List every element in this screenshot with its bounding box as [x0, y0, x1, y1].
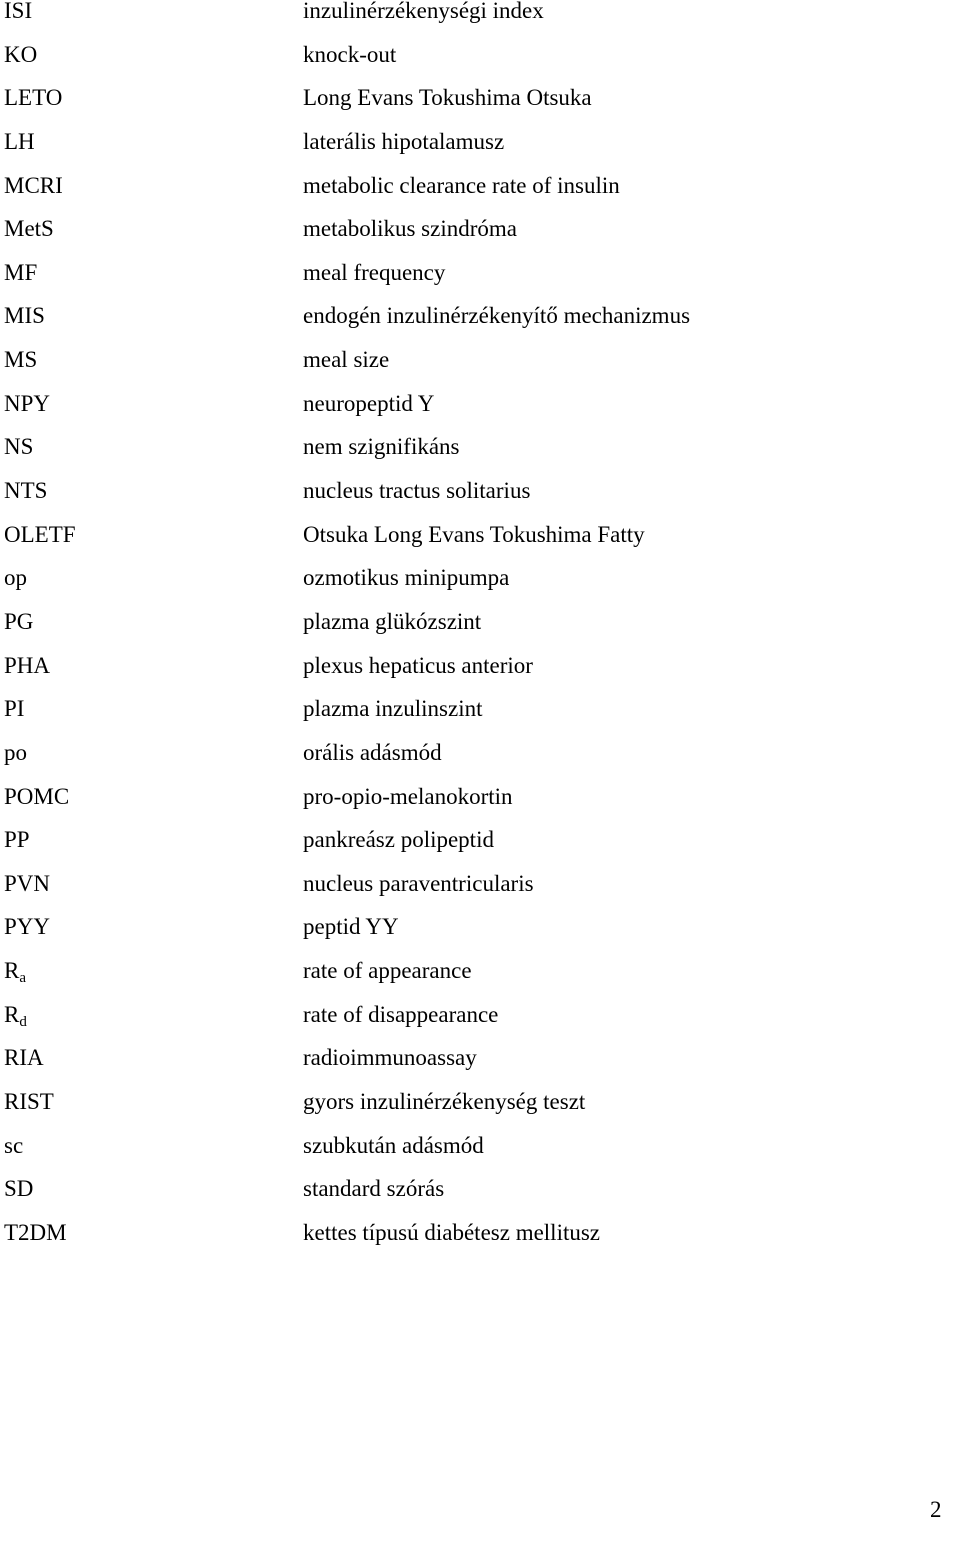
page-number: 2 — [930, 1497, 942, 1522]
abbreviation-term — [0, 172, 303, 198]
abbreviation-term-text: NTS — [4, 478, 48, 504]
abbreviation-term-text: PYY — [4, 914, 51, 940]
abbreviation-definition: nem szignifikáns — [303, 434, 460, 460]
abbreviation-term — [0, 259, 303, 285]
abbreviation-term-text: RIST — [4, 1089, 54, 1115]
abbreviation-row — [0, 128, 960, 175]
abbreviation-term — [0, 87, 303, 109]
abbreviation-term-text: RIA — [4, 1045, 44, 1071]
abbreviation-term-text: NS — [4, 434, 34, 460]
abbreviation-term — [0, 521, 303, 547]
abbreviation-term — [0, 567, 303, 589]
abbreviation-term — [0, 128, 303, 154]
abbreviation-term-text: MCRI — [4, 172, 63, 198]
abbreviation-term-text: PP — [4, 827, 30, 853]
abbreviation-row — [0, 652, 960, 699]
abbreviation-term-text: T2DM — [4, 1219, 67, 1245]
abbreviation-definition: pankreász polipeptid — [303, 827, 494, 853]
abbreviation-definition: neuropeptid Y — [303, 390, 435, 416]
abbreviation-term-text: R — [4, 1001, 20, 1027]
abbreviation-row — [0, 87, 960, 131]
abbreviation-term — [0, 305, 303, 327]
abbreviation-definition: rate of appearance — [303, 958, 472, 984]
abbreviation-term-text: KO — [4, 41, 38, 67]
abbreviation-definition: szubkután adásmód — [303, 1132, 484, 1158]
abbreviation-term-text: POMC — [4, 783, 70, 809]
abbreviation-row — [0, 41, 960, 88]
abbreviation-term — [0, 390, 303, 416]
abbreviation-definition: peptid YY — [303, 914, 399, 940]
abbreviation-term — [0, 1178, 303, 1200]
abbreviation-definition: gyors inzulinérzékenység teszt — [303, 1089, 586, 1115]
abbreviation-term — [0, 1001, 303, 1033]
abbreviation-term-text: po — [4, 739, 27, 765]
abbreviation-definition: radioimmunoassay — [303, 1045, 477, 1071]
abbreviation-term — [0, 0, 303, 22]
abbreviation-term — [0, 1047, 303, 1069]
abbreviation-row — [0, 960, 960, 1004]
abbreviation-row — [0, 870, 960, 917]
abbreviation-definition: pro-opio-melanokortin — [303, 783, 513, 809]
abbreviation-row — [0, 739, 960, 786]
abbreviation-definition: kettes típusú diabétesz mellitusz — [303, 1219, 601, 1245]
abbreviation-term — [0, 652, 303, 678]
abbreviation-term-text: LETO — [4, 85, 63, 111]
abbreviation-term — [0, 960, 303, 989]
abbreviation-term-text: ISI — [4, 0, 33, 23]
abbreviation-term — [0, 829, 303, 851]
abbreviation-row — [0, 829, 960, 873]
abbreviation-term-text: PI — [4, 696, 25, 722]
abbreviation-definition: plexus hepaticus anterior — [303, 652, 533, 678]
abbreviation-definition: meal frequency — [303, 259, 446, 285]
abbreviation-term — [0, 916, 303, 938]
abbreviation-term-text: OLETF — [4, 521, 76, 547]
abbreviation-term-text: PG — [4, 608, 34, 634]
abbreviation-row — [0, 0, 960, 44]
abbreviation-definition: rate of disappearance — [303, 1001, 499, 1027]
abbreviation-row — [0, 521, 960, 568]
abbreviation-row — [0, 1091, 960, 1135]
abbreviation-definition: knock-out — [303, 41, 397, 67]
abbreviation-term-text: PHA — [4, 652, 51, 678]
abbreviation-row — [0, 259, 960, 306]
abbreviation-term-text: NPY — [4, 390, 51, 416]
abbreviation-row — [0, 1047, 960, 1091]
abbreviation-definition: nucleus tractus solitarius — [303, 478, 531, 504]
abbreviation-term-text: R — [4, 958, 20, 984]
abbreviation-term-text: MetS — [4, 216, 54, 242]
abbreviation-term — [0, 218, 303, 240]
abbreviation-definition: inzulinérzékenységi index — [303, 0, 544, 23]
abbreviation-definition: Otsuka Long Evans Tokushima Fatty — [303, 521, 645, 547]
abbreviation-row — [0, 390, 960, 437]
abbreviation-term-text: MIS — [4, 303, 45, 329]
abbreviation-term — [0, 783, 303, 809]
abbreviation-row — [0, 305, 960, 349]
abbreviation-definition: standard szórás — [303, 1176, 445, 1202]
abbreviation-term — [0, 1091, 303, 1113]
abbreviation-definition: Long Evans Tokushima Otsuka — [303, 85, 592, 111]
abbreviation-term-text: PVN — [4, 870, 51, 896]
abbreviation-row — [0, 916, 960, 960]
abbreviation-definition: ozmotikus minipumpa — [303, 565, 510, 591]
abbreviation-term — [0, 436, 303, 458]
abbreviation-definition: meal size — [303, 347, 390, 373]
abbreviation-term-text: MS — [4, 347, 38, 373]
abbreviation-row — [0, 1132, 960, 1179]
abbreviation-term — [0, 1219, 303, 1245]
abbreviation-term — [0, 698, 303, 720]
abbreviation-row — [0, 436, 960, 480]
abbreviation-definition: laterális hipotalamusz — [303, 128, 505, 154]
abbreviation-row — [0, 1219, 960, 1266]
abbreviation-row — [0, 1001, 960, 1048]
abbreviation-term-text: LH — [4, 128, 35, 154]
abbreviation-definition: metabolic clearance rate of insulin — [303, 172, 620, 198]
abbreviation-term — [0, 1132, 303, 1158]
abbreviation-row — [0, 567, 960, 611]
abbreviation-term — [0, 349, 303, 371]
abbreviation-definition: endogén inzulinérzékenyítő mechanizmus — [303, 303, 691, 329]
abbreviation-definition: nucleus paraventricularis — [303, 870, 534, 896]
abbreviation-definition: orális adásmód — [303, 739, 442, 765]
abbreviation-term — [0, 608, 303, 634]
abbreviation-definition: plazma glükózszint — [303, 608, 482, 634]
abbreviation-row — [0, 480, 960, 524]
abbreviation-term — [0, 480, 303, 502]
abbreviation-term — [0, 41, 303, 67]
abbreviation-term-text: SD — [4, 1176, 34, 1202]
abbreviation-row — [0, 698, 960, 742]
abbreviation-term-subscript: d — [19, 1013, 27, 1030]
abbreviation-row — [0, 783, 960, 830]
abbreviation-row — [0, 172, 960, 219]
abbreviation-term — [0, 739, 303, 765]
abbreviation-term-text: MF — [4, 259, 38, 285]
abbreviation-definition: metabolikus szindróma — [303, 216, 517, 242]
abbreviation-row — [0, 349, 960, 393]
abbreviation-row — [0, 608, 960, 655]
abbreviation-term-text: op — [4, 565, 27, 591]
abbreviation-row — [0, 218, 960, 262]
abbreviation-row — [0, 1178, 960, 1222]
abbreviation-term-text: sc — [4, 1132, 24, 1158]
abbreviation-definition: plazma inzulinszint — [303, 696, 483, 722]
abbreviation-term-subscript: a — [19, 970, 27, 987]
abbreviation-term — [0, 870, 303, 896]
